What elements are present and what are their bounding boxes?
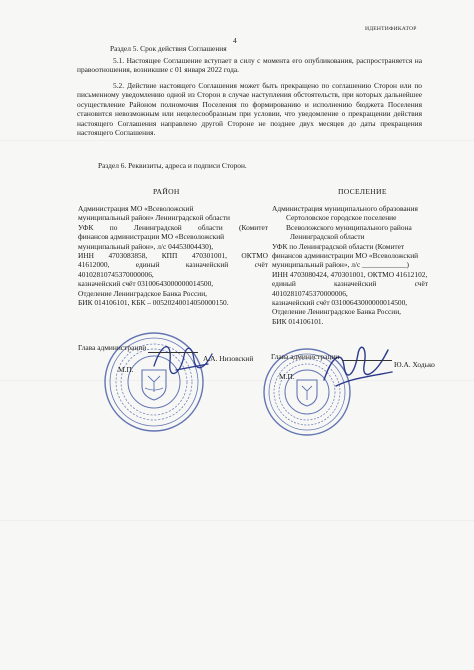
right-requisite-line: 40102810745370000006, <box>272 288 348 298</box>
left-mp-label: М.П. <box>118 365 134 374</box>
right-requisite-line: единый казначейский счёт <box>272 279 428 289</box>
left-requisite-line: Отделение Ленинградское Банка России, <box>78 288 208 298</box>
left-requisite-line: УФК по Ленинградской области (Комитет <box>78 222 268 232</box>
left-requisite-line: 40102810745370000006, <box>78 269 154 279</box>
right-sign-title: Глава администрации <box>271 352 340 361</box>
right-requisite-line: Администрация муниципального образования <box>272 204 418 213</box>
right-requisite-line: УФК по Ленинградской области (Комитет <box>272 241 405 251</box>
left-requisite-line: финансов администрации МО «Всеволожский <box>78 232 225 242</box>
right-requisite-line: муниципальный район», л/с ____________) <box>272 260 409 270</box>
right-party-heading: ПОСЕЛЕНИЕ <box>338 187 387 196</box>
right-signature <box>318 336 398 396</box>
right-requisite-line: Ленинградской области <box>290 232 365 242</box>
left-requisite-line: БИК 014106101, КБК – 00520240014050000150. <box>78 298 229 308</box>
section5-paragraph-1: 5.1. Настоящее Соглашение вступает в силу с момента его опубликования, распространяется на правоотношения, возникшие с 01 января 2022 года. <box>77 56 422 75</box>
right-sign-name: Ю.А. Ходько <box>394 360 435 369</box>
left-requisite-line: 41612000, единый казначейский счёт <box>78 260 268 270</box>
right-signature-line <box>342 360 392 361</box>
left-requisite-line: Администрация МО «Всеволожский <box>78 204 194 213</box>
left-requisite-line: муниципальный район», л/с 04453004430), <box>78 241 214 251</box>
section6-title: Раздел 6. Реквизиты, адреса и подписи Сторон. <box>98 161 247 170</box>
left-requisite-line: муниципальный район» Ленинградской области <box>78 213 230 223</box>
right-requisite-line: казначейский счёт 03100643000000014500, <box>272 298 408 308</box>
right-requisite-line: ИНН 4703080424, 470301001, ОКТМО 41612102, <box>272 269 428 279</box>
left-requisite-line: ИНН 4703083858, КПП 470301001, ОКТМО <box>78 251 268 261</box>
left-party-requisites <box>78 204 268 307</box>
section5-title: Раздел 5. Срок действия Соглашения <box>110 44 227 53</box>
right-requisite-line: Всеволожского муниципального района <box>286 222 412 232</box>
left-signature-line <box>148 352 198 353</box>
right-mp-label: М.П. <box>279 372 295 381</box>
left-requisite-line: казначейский счёт 03100643000000014500, <box>78 279 214 289</box>
left-sign-title: Глава администрации <box>78 343 147 352</box>
section5-paragraph-2: 5.2. Действие настоящего Соглашения может быть прекращено по соглашению Сторон или по письменному уведомлению одной из Сторон в случае наступления обстоятельств, при которых дальнейшее осуществление Районом полномочия Поселения по формированию и исполнению бюджета Поселения становится невозможным или нецелесообразным при условии, что уведомление о прекращении действия настоящего Соглашения направлено другой Стороне не позднее двух месяцев до даты прекращения настоящего Соглашения. <box>77 81 422 138</box>
document-identifier: ИДЕНТИФИКАТОР <box>365 26 417 32</box>
right-requisite-line: финансов администрации МО «Всеволожский <box>272 251 419 261</box>
left-party-heading: РАЙОН <box>153 187 180 196</box>
right-party-requisites <box>272 204 428 326</box>
right-requisite-line: Отделение Ленинградское Банка России, <box>272 307 402 317</box>
right-requisite-line: БИК 014106101. <box>272 316 324 326</box>
right-requisite-line: Сертоловское городское поселение <box>286 213 397 223</box>
left-sign-name: А.А. Низовский <box>203 354 254 363</box>
page-number: 4 <box>233 36 237 45</box>
